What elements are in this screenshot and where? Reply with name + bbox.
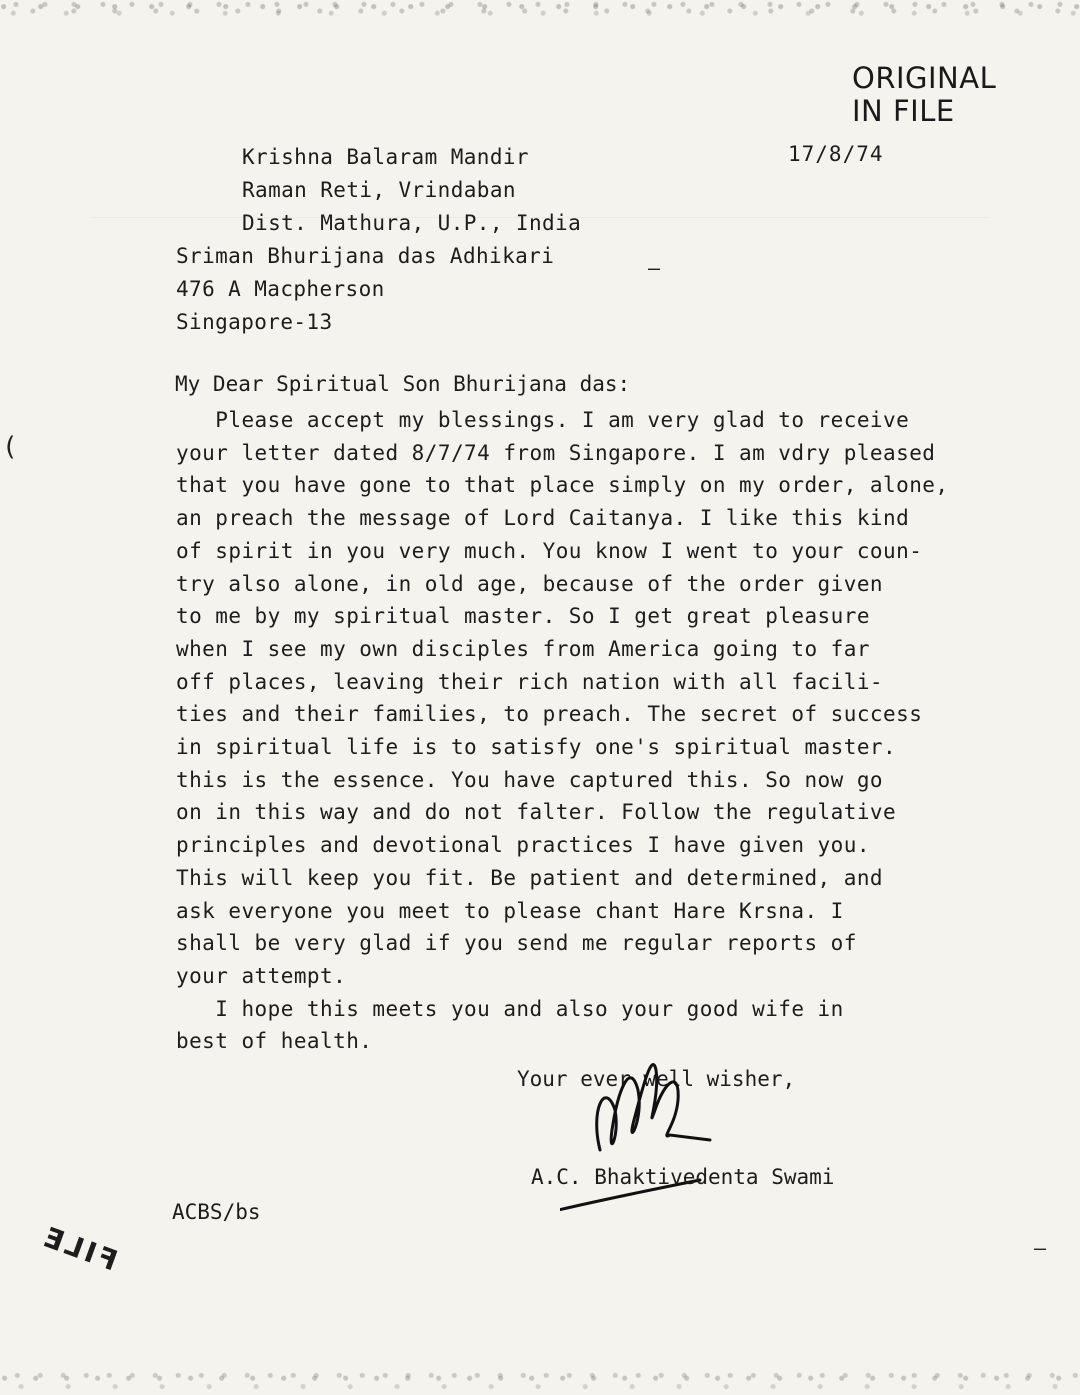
body-line: ties and their families, to preach. The secret of success (176, 702, 923, 727)
body-line: to me by my spiritual master. So I get great pleasure (176, 604, 870, 629)
stray-mark: – (1034, 1236, 1047, 1260)
body-line: in spiritual life is to satisfy one's spiritual master. (176, 735, 897, 760)
body-line: of spirit in you very much. You know I went to your coun- (176, 538, 923, 563)
body-line: this is the essence. You have captured this. So now go (176, 767, 884, 792)
letter-body (176, 404, 976, 1058)
recipient-line-3: Singapore-13 (176, 310, 333, 334)
stamp-line-2: IN FILE (852, 94, 955, 128)
body-line: This will keep you fit. Be patient and determined, and (176, 865, 884, 890)
letter-date: 17/8/74 (788, 142, 884, 166)
body-line: when I see my own disciples from America going to far (176, 636, 870, 661)
body-line: an preach the message of Lord Caitanya. I like this kind (176, 506, 910, 531)
body-line: shall be very glad if you send me regular reports of (176, 931, 857, 956)
salutation: My Dear Spiritual Son Bhurijana das: (175, 372, 631, 396)
body-line: your attempt. (176, 963, 347, 988)
body-line: your letter dated 8/7/74 from Singapore. I am vdry pleased (176, 440, 936, 465)
sender-address-line-3: Dist. Mathura, U.P., India (242, 211, 582, 235)
original-in-file-stamp (852, 62, 996, 128)
stamp-line-1: ORIGINAL (852, 61, 997, 95)
body-line: try also alone, in old age, because of the order given (176, 571, 884, 596)
scan-noise-top (0, 0, 1080, 22)
recipient-line-1: Sriman Bhurijana das Adhikari (176, 244, 555, 268)
closing-line: Your ever well wisher, (517, 1067, 796, 1091)
body-line: on in this way and do not falter. Follow the regulative (176, 800, 897, 825)
stray-mark: – (648, 256, 661, 280)
sender-address-line-2: Raman Reti, Vrindaban (242, 178, 516, 202)
body-line: best of health. (176, 1029, 373, 1054)
body-line: Please accept my blessings. I am very glad to receive (176, 408, 910, 432)
handwritten-signature (560, 1040, 730, 1220)
sender-address-line-1: Krishna Balaram Mandir (242, 145, 529, 169)
body-line: that you have gone to that place simply on my order, alone, (176, 473, 949, 498)
body-line: I hope this meets you and also your good wife in (176, 996, 844, 1021)
body-line: ask everyone you meet to please chant Hare Krsna. I (176, 898, 844, 923)
punch-hole-mark: ( (2, 432, 18, 462)
file-stamp: FILE (36, 1219, 122, 1278)
body-line: principles and devotional practices I have given you. (176, 833, 870, 858)
signatory-name: A.C. Bhaktivedenta Swami (531, 1165, 835, 1189)
body-line: off places, leaving their rich nation with all facili- (176, 669, 884, 694)
scan-noise-bottom (0, 1367, 1080, 1395)
reference-initials: ACBS/bs (172, 1200, 261, 1224)
recipient-line-2: 476 A Macpherson (176, 277, 385, 301)
